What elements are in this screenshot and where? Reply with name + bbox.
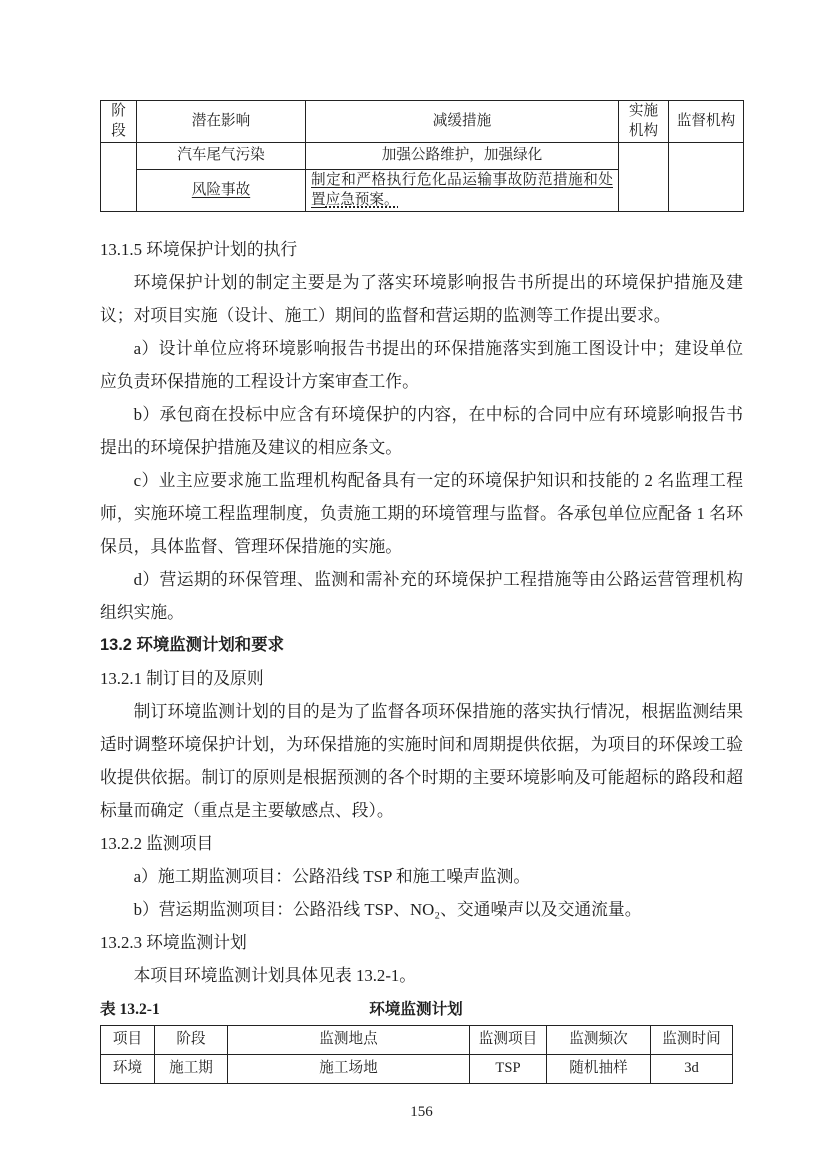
cell-frequency: 随机抽样 (547, 1055, 651, 1084)
paragraph-13-1-5-item-c: c）业主应要求施工监理机构配备具有一定的环境保护知识和技能的 2 名监理工程师，实施环境工程监理制度，负责施工期的环境管理与监督。各承包单位应配备 1 名环保员，具体监督、管理环保措施的实施。 (100, 471, 743, 556)
table-caption (100, 997, 732, 1023)
cell-monitor-item: TSP (470, 1055, 547, 1084)
col-header-implementing-agency: 实施机构 (619, 101, 669, 143)
cell-measure-exhaust: 加强公路维护，加强绿化 (306, 143, 619, 170)
col-header-potential-impact: 潜在影响 (137, 101, 306, 143)
mitigation-table-header-row (101, 101, 744, 143)
risk-accident-underlined-text: 风险事故 (191, 181, 251, 198)
cell-item: 环境 (101, 1055, 155, 1084)
risk-measure-dotted-underlined-text: 应急预案。 (325, 191, 399, 208)
cell-stage-empty (101, 143, 137, 212)
section-heading-13-2-3: 13.2.3 环境监测计划 (100, 933, 247, 952)
paragraph-13-2-2-item-b: b）营运期监测项目：公路沿线 TSP、NO₂、交通噪声以及交通流量。 (133, 900, 642, 919)
paragraph-13-1-5-item-a: a）设计单位应将环境影响报告书提出的环保措施落实到施工图设计中；建设单位应负责环保措施的工程设计方案审查工作。 (100, 339, 743, 391)
cell-measure-risk (306, 170, 619, 212)
monitoring-table-header-row (101, 1026, 733, 1055)
cell-impact-exhaust: 汽车尾气污染 (137, 143, 306, 170)
cell-supervising-empty (669, 143, 744, 212)
table-row (101, 143, 744, 170)
section-heading-13-2: 13.2 环境监测计划和要求 (100, 636, 284, 654)
col-header-mitigation-measure: 减缓措施 (306, 101, 619, 143)
risk-measure-underlined-text: 制定和严格执行危化品运输事故防范措施和处置 (311, 172, 613, 208)
cell-phase: 施工期 (155, 1055, 228, 1084)
paragraph-13-2-2-item-a: a）施工期监测项目：公路沿线 TSP 和施工噪声监测。 (133, 867, 531, 886)
section-heading-13-2-2: 13.2.2 监测项目 (100, 834, 214, 853)
page-number: 156 (410, 1104, 433, 1120)
table-caption-title: 环境监测计划 (369, 1001, 463, 1018)
col-header-item: 项目 (101, 1026, 155, 1055)
col-header-supervising-agency: 监督机构 (669, 101, 744, 143)
cell-impact-risk (137, 170, 306, 212)
paragraph-13-1-5-item-b: b）承包商在投标中应含有环境保护的内容，在中标的合同中应有环境影响报告书提出的环境保护措施及建议的相应条文。 (100, 405, 743, 457)
section-heading-13-2-1: 13.2.1 制订目的及原则 (100, 669, 264, 688)
col-header-location: 监测地点 (228, 1026, 470, 1055)
page-content (100, 100, 743, 1121)
col-header-duration: 监测时间 (651, 1026, 733, 1055)
paragraph-13-1-5-item-d: d）营运期的环保管理、监测和需补充的环境保护工程措施等由公路运营管理机构组织实施。 (100, 570, 743, 622)
paragraph-13-2-3: 本项目环境监测计划具体见表 13.2-1。 (133, 966, 417, 985)
col-header-monitor-item: 监测项目 (470, 1026, 547, 1055)
col-header-stage: 阶段 (101, 101, 137, 143)
table-caption-label: 表 13.2-1 (100, 1001, 160, 1018)
mitigation-table (100, 100, 744, 212)
paragraph-13-2-1: 制订环境监测计划的目的是为了监督各项环保措施的落实执行情况，根据监测结果适时调整环境保护计划，为环保措施的实施时间和周期提供依据，为项目的环保竣工验收提供依据。制订的原则是根据预测的各个时期的主要环境影响及可能超标的路段和超标量而确定（重点是主要敏感点、段）。 (100, 702, 743, 820)
col-header-phase: 阶段 (155, 1026, 228, 1055)
cell-duration: 3d (651, 1055, 733, 1084)
cell-implementing-empty (619, 143, 669, 212)
monitoring-plan-table (100, 1025, 733, 1084)
paragraph-13-1-5-intro: 环境保护计划的制定主要是为了落实环境影响报告书所提出的环境保护措施及建议；对项目实施（设计、施工）期间的监督和营运期的监测等工作提出要求。 (100, 273, 743, 325)
table-row (101, 1055, 733, 1084)
section-heading-13-1-5: 13.1.5 环境保护计划的执行 (100, 240, 298, 259)
cell-location: 施工场地 (228, 1055, 470, 1084)
col-header-frequency: 监测频次 (547, 1026, 651, 1055)
